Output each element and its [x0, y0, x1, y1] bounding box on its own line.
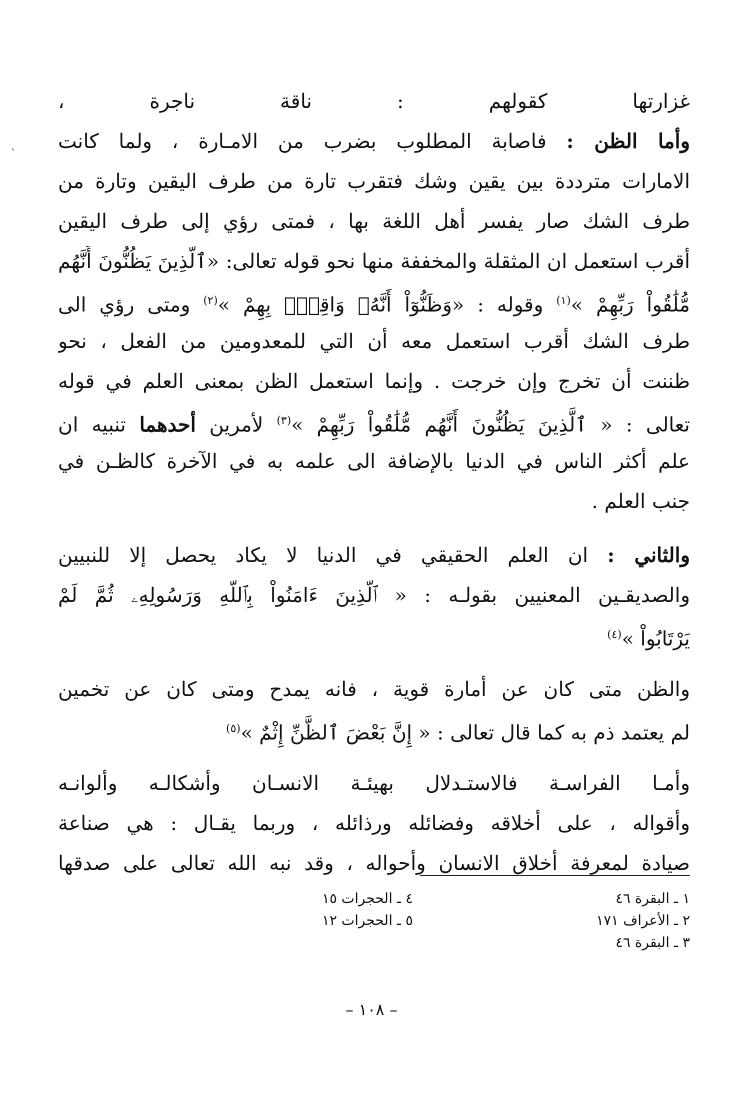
text-line [58, 540, 690, 580]
text-run: أقرب استعمل ان المثقلة والمخففة منها نحو قوله تعالى: «ٱلَّذِينَ يَظُنُّونَ أَنَّهُم [58, 249, 690, 273]
footnote-ref: (١) [556, 294, 571, 307]
text-line [58, 286, 690, 326]
footnote-5: ٥ ـ الحجرات ١٢ [321, 913, 413, 929]
footnote-ref: (٢) [203, 294, 218, 307]
text-run: لأمرين [195, 412, 277, 437]
text-run: طرف الشك صار يفسر أهل اللغة بها ، فمتى رؤي إلى طرف اليقين [58, 209, 690, 233]
paragraph-gap [58, 754, 690, 768]
text-line [58, 406, 690, 446]
text-run: والظن متى كان عن أمارة قوية ، فانه يمدح ومتى كان عن تخمين [58, 677, 690, 701]
text-run: لم يعتمد ذم به كما قال تعالى : « إِنَّ بَعْضَ ٱلظَّنِّ إِثْمٌ » [240, 720, 690, 745]
paragraph-gap [58, 660, 690, 674]
text-run: صيادة لمعرفة أخلاق الانسان وأحواله ، وقد نبه الله تعالى على صدقها [58, 851, 690, 875]
text-line [58, 166, 690, 206]
text-line [58, 580, 690, 620]
footnote-ref: (٥) [226, 722, 241, 735]
bold-term: أحدهما [139, 412, 196, 437]
text-run: يَرْتَابُواْ » [621, 626, 690, 651]
footnote-3: ٣ ـ البقرة ٤٦ [615, 935, 690, 951]
paragraph-gap [58, 526, 690, 540]
bold-term: وأما الظن : [566, 129, 690, 153]
text-run: وأقواله ، على أخلاقه وفضائله ورذائله ، وربما يقـال : هي صناعة [58, 811, 690, 835]
text-run: تنبيه ان [58, 412, 140, 437]
text-run: علم أكثر الناس في الدنيا بالإضافة الى علمه به في الآخرة كالظـن في [58, 449, 690, 473]
footnotes-left [263, 888, 413, 932]
text-line [58, 86, 690, 126]
text-line [58, 206, 690, 246]
text-run: طرف الشك أقرب استعمل معه أن التي للمعدومين من الفعل ، نحو [58, 329, 690, 353]
bold-term: والثاني : [607, 543, 690, 567]
page-number: – ١٠٨ – [345, 1000, 398, 1019]
stray-mark: ` [11, 149, 16, 160]
text-line [58, 246, 690, 286]
main-text [58, 86, 690, 888]
text-line [58, 126, 690, 166]
text-run: ظننت أن تخرج وإن خرجت . وإنما استعمل الظن بمعنى العلم في قوله [58, 369, 690, 393]
text-line [58, 326, 690, 366]
text-line [58, 714, 690, 754]
text-run: فاصابة المطلوب بضرب من الامـارة ، ولما كانت [58, 129, 567, 153]
text-run: جنب العلم . [591, 489, 690, 513]
text-run: ان العلم الحقيقي في الدنيا لا يكاد يحصل إلا للنبيين [58, 543, 608, 567]
text-line [58, 768, 690, 808]
footnotes-right [540, 888, 690, 954]
footnote-separator [420, 875, 690, 876]
footnote-1: ١ ـ البقرة ٤٦ [615, 891, 690, 907]
text-run: مُّلَٰقُواْ رَبِّهِمْ » [570, 292, 690, 317]
text-run: وأمـا الفراسـة فالاستـدلال بهيئـة الانسـان وأشكالـه وألوانـه [58, 771, 690, 795]
text-line [58, 446, 690, 486]
text-line [58, 674, 690, 714]
text-run: غزارتها كقولهم : ناقة ناجرة ، [58, 89, 690, 113]
text-line [58, 848, 690, 888]
text-line [58, 808, 690, 848]
footnote-4: ٤ ـ الحجرات ١٥ [321, 891, 413, 907]
text-line [58, 366, 690, 406]
text-run: والصديقـين المعنيين بقولـه : « ٱلَّذِينَ ءَامَنُواْ بِٱللَّهِ وَرَسُولِهِۦ ثُمَّ لَمْ [58, 583, 690, 607]
text-line [58, 486, 690, 526]
text-line [58, 620, 690, 660]
text-run: الامارات مترددة بين يقين وشك فتقرب تارة من طرف اليقين وتارة من [58, 169, 690, 193]
footnote-ref: (٤) [607, 628, 622, 641]
text-run: ومتى رؤي الى [58, 292, 204, 317]
text-run: تعالى : « ٱلَّذِينَ يَظُنُّونَ أَنَّهُم مُّلَٰقُواْ رَبِّهِمْ » [291, 412, 690, 437]
text-run: وقوله : «وَظَنُّوٓاْ أَنَّهُۥ وَاقِعُۢ بِهِمْ » [217, 292, 557, 317]
footnote-2: ٢ ـ الأعراف ١٧١ [596, 913, 690, 929]
footnote-ref: (٣) [276, 414, 292, 427]
